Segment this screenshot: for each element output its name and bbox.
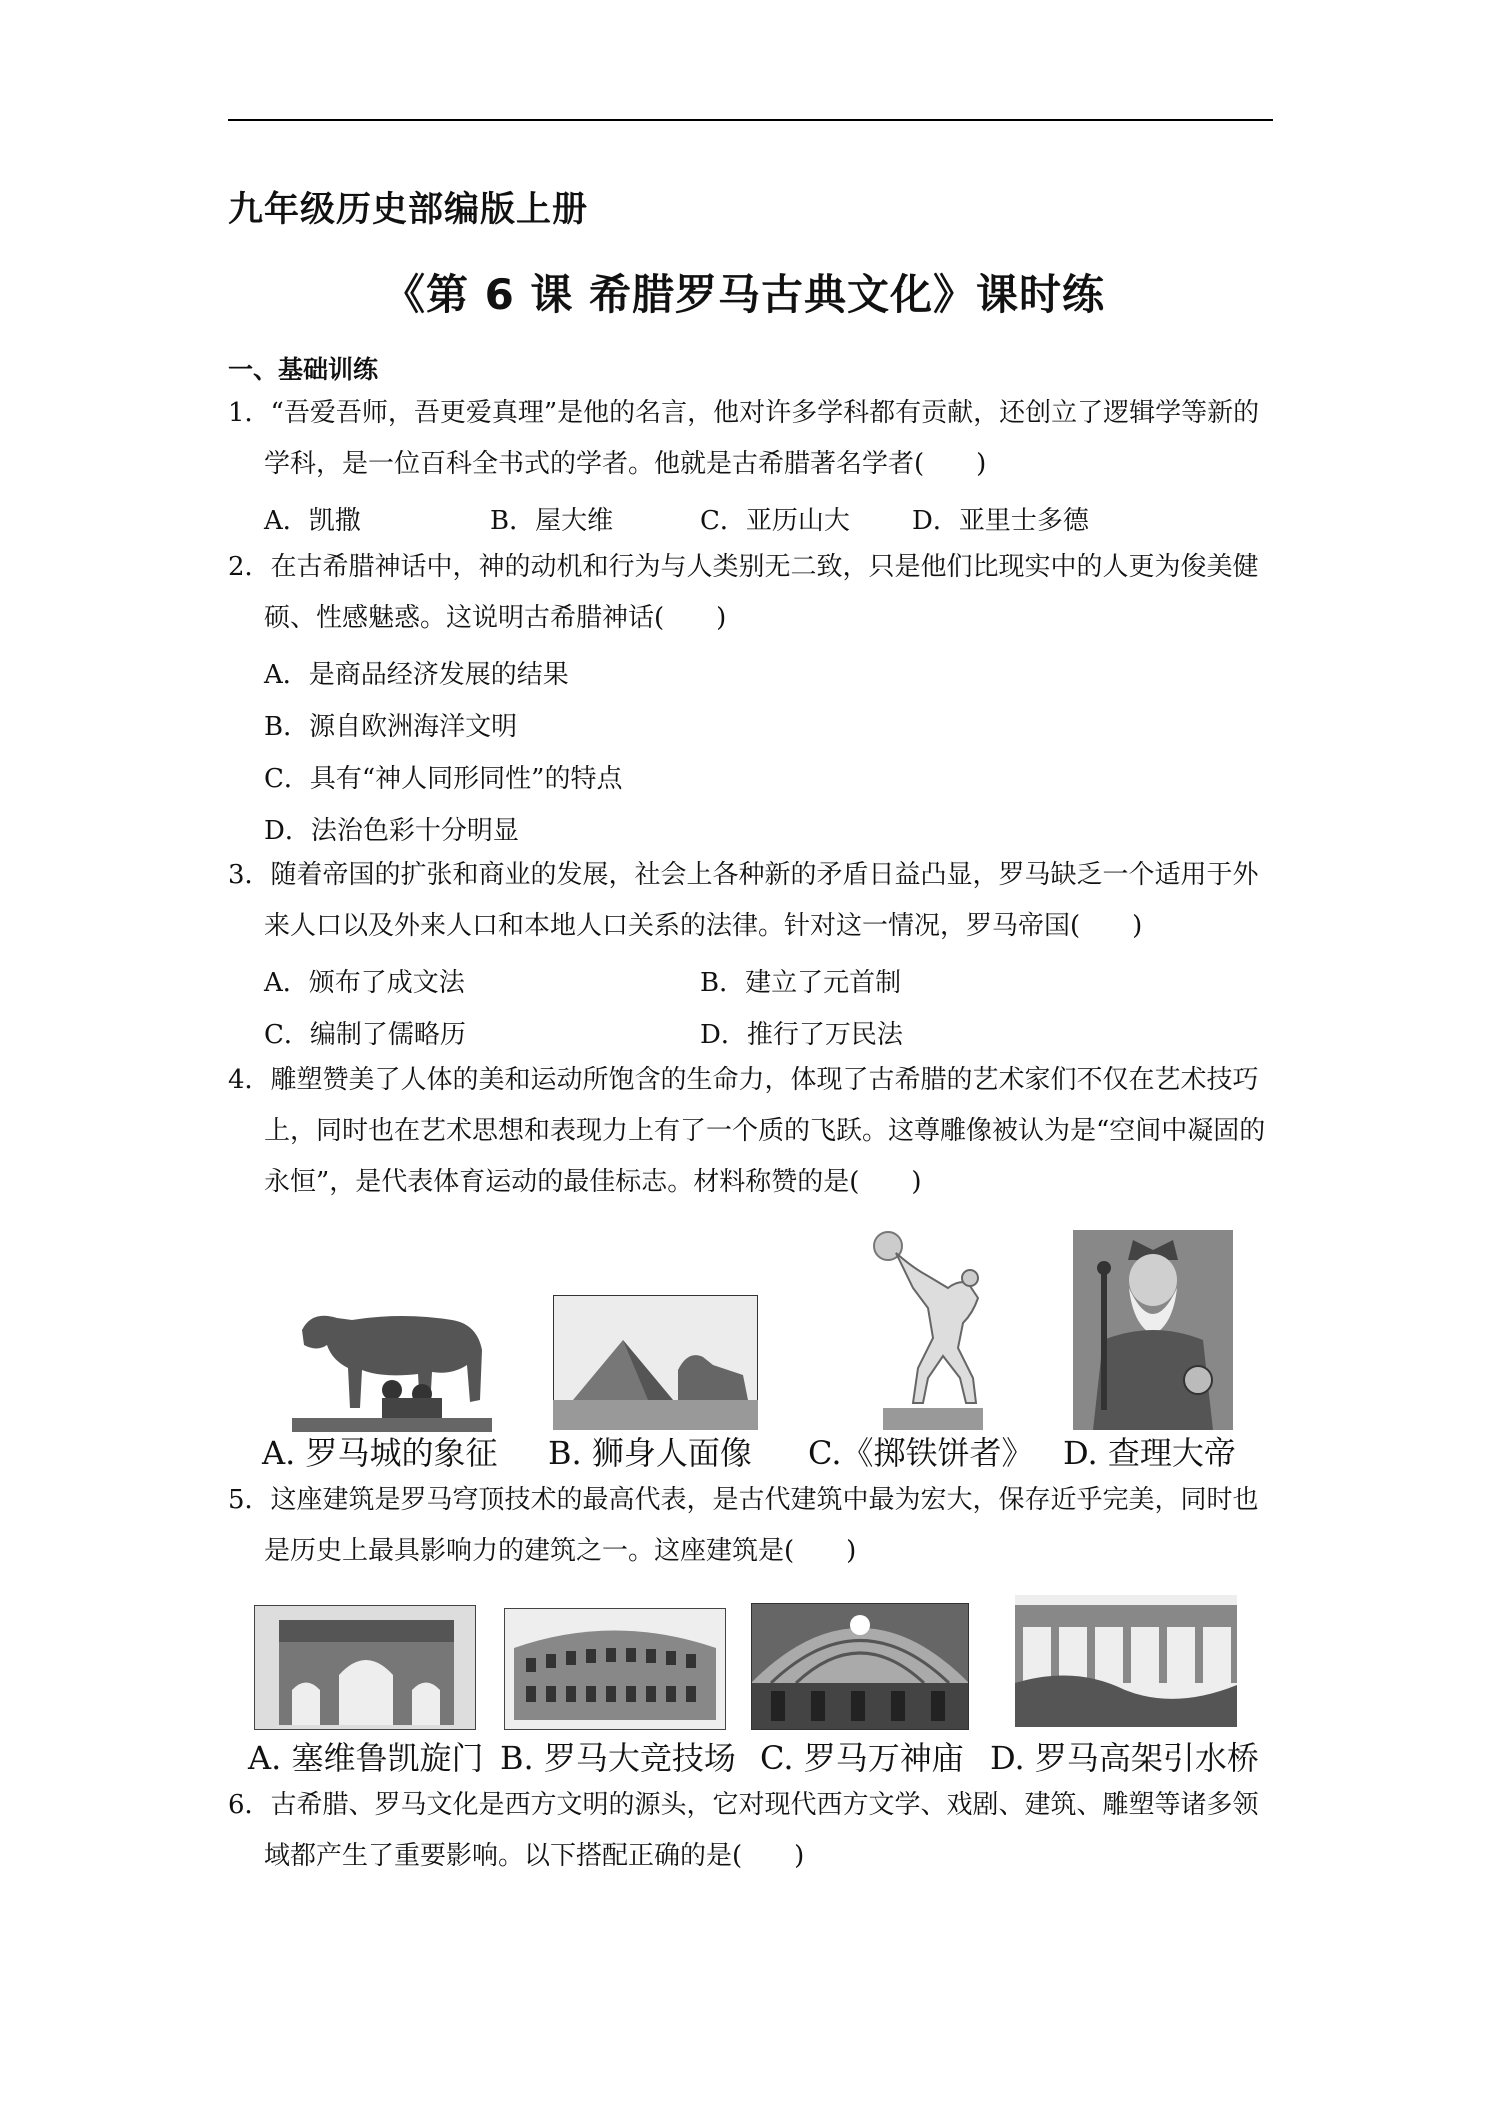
question-number: 6． — [228, 1790, 271, 1820]
question-text-line: 硕、性感魅惑。这说明古希腊神话( ) — [264, 603, 727, 633]
question-text-line: “吾爱吾师，吾更爱真理”是他的名言，他对许多学科都有贡献，还创立了逻辑学等新的 — [270, 398, 1260, 428]
question-text-line: 域都产生了重要影响。以下搭配正确的是( ) — [264, 1841, 805, 1871]
top-rule — [228, 119, 1273, 121]
option-c: C．具有“神人同形同性”的特点 — [264, 764, 623, 794]
she-wolf-statue-image — [282, 1290, 502, 1440]
image-caption-c: C.《掷铁饼者》 — [808, 1434, 1034, 1472]
charlemagne-portrait-image — [1073, 1230, 1233, 1430]
question-1 — [228, 388, 1273, 490]
option-d: D．法治色彩十分明显 — [264, 816, 519, 846]
page-title: 《第 6 课 希腊罗马古典文化》课时练 — [382, 270, 1106, 319]
option-c: C．编制了儒略历 — [264, 1020, 466, 1050]
question-text-line: 学科，是一位百科全书式的学者。他就是古希腊著名学者( ) — [264, 449, 987, 479]
option-c: C．亚历山大 — [700, 506, 850, 536]
image-caption-b: B. 罗马大竞技场 — [500, 1739, 736, 1777]
question-6 — [228, 1780, 1273, 1882]
question-text-line: 永恒”，是代表体育运动的最佳标志。材料称赞的是( ) — [264, 1167, 922, 1197]
question-number: 5． — [228, 1485, 271, 1515]
question-text-line: 在古希腊神话中，神的动机和行为与人类别无二致，只是他们比现实中的人更为俊美健 — [270, 552, 1259, 582]
question-text-line: 古希腊、罗马文化是西方文明的源头，它对现代西方文学、戏剧、建筑、雕塑等诸多领 — [270, 1790, 1259, 1820]
image-caption-a: A. 罗马城的象征 — [262, 1434, 498, 1472]
option-d: D．亚里士多德 — [912, 506, 1089, 536]
colosseum-image — [504, 1608, 726, 1730]
question-text-line: 是历史上最具影响力的建筑之一。这座建筑是( ) — [264, 1536, 857, 1566]
question-number: 4． — [228, 1065, 271, 1095]
discobolus-statue-image — [868, 1228, 998, 1433]
question-number: 3． — [228, 860, 271, 890]
question-2 — [228, 542, 1273, 644]
question-text-line: 雕塑赞美了人体的美和运动所饱含的生命力，体现了古希腊的艺术家们不仅在艺术技巧 — [270, 1065, 1259, 1095]
sphinx-pyramid-image — [553, 1295, 758, 1430]
image-caption-a: A. 塞维鲁凯旋门 — [248, 1739, 484, 1777]
option-a: A．是商品经济发展的结果 — [264, 660, 569, 690]
image-caption-d: D. 查理大帝 — [1063, 1434, 1236, 1472]
question-3 — [228, 850, 1273, 952]
option-d: D．推行了万民法 — [700, 1020, 903, 1050]
pantheon-interior-image — [751, 1603, 969, 1730]
arch-of-severus-image — [254, 1605, 476, 1730]
question-number: 2． — [228, 552, 271, 582]
option-a: A．颁布了成文法 — [264, 968, 465, 998]
question-4 — [228, 1055, 1273, 1208]
option-b: B．建立了元首制 — [700, 968, 902, 998]
option-b: B．屋大维 — [490, 506, 614, 536]
question-number: 1． — [228, 398, 271, 428]
option-b: B．源自欧洲海洋文明 — [264, 712, 518, 742]
question-5 — [228, 1475, 1273, 1577]
image-caption-c: C. 罗马万神庙 — [760, 1739, 964, 1777]
grade-heading: 九年级历史部编版上册 — [228, 190, 589, 230]
question-text-line: 来人口以及外来人口和本地人口关系的法律。针对这一情况，罗马帝国( ) — [264, 911, 1143, 941]
question-text-line: 随着帝国的扩张和商业的发展，社会上各种新的矛盾日益凸显，罗马缺乏一个适用于外 — [270, 860, 1259, 890]
option-a: A．凯撒 — [264, 506, 361, 536]
question-text-line: 这座建筑是罗马穹顶技术的最高代表，是古代建筑中最为宏大，保存近乎完美，同时也 — [270, 1485, 1259, 1515]
section-heading: 一、基础训练 — [228, 355, 379, 384]
image-caption-b: B. 狮身人面像 — [548, 1434, 752, 1472]
question-text-line: 上，同时也在艺术思想和表现力上有了一个质的飞跃。这尊雕像被认为是“空间中凝固的 — [264, 1116, 1266, 1146]
image-caption-d: D. 罗马高架引水桥 — [990, 1739, 1259, 1777]
aqueduct-bridge-image — [1015, 1595, 1237, 1727]
